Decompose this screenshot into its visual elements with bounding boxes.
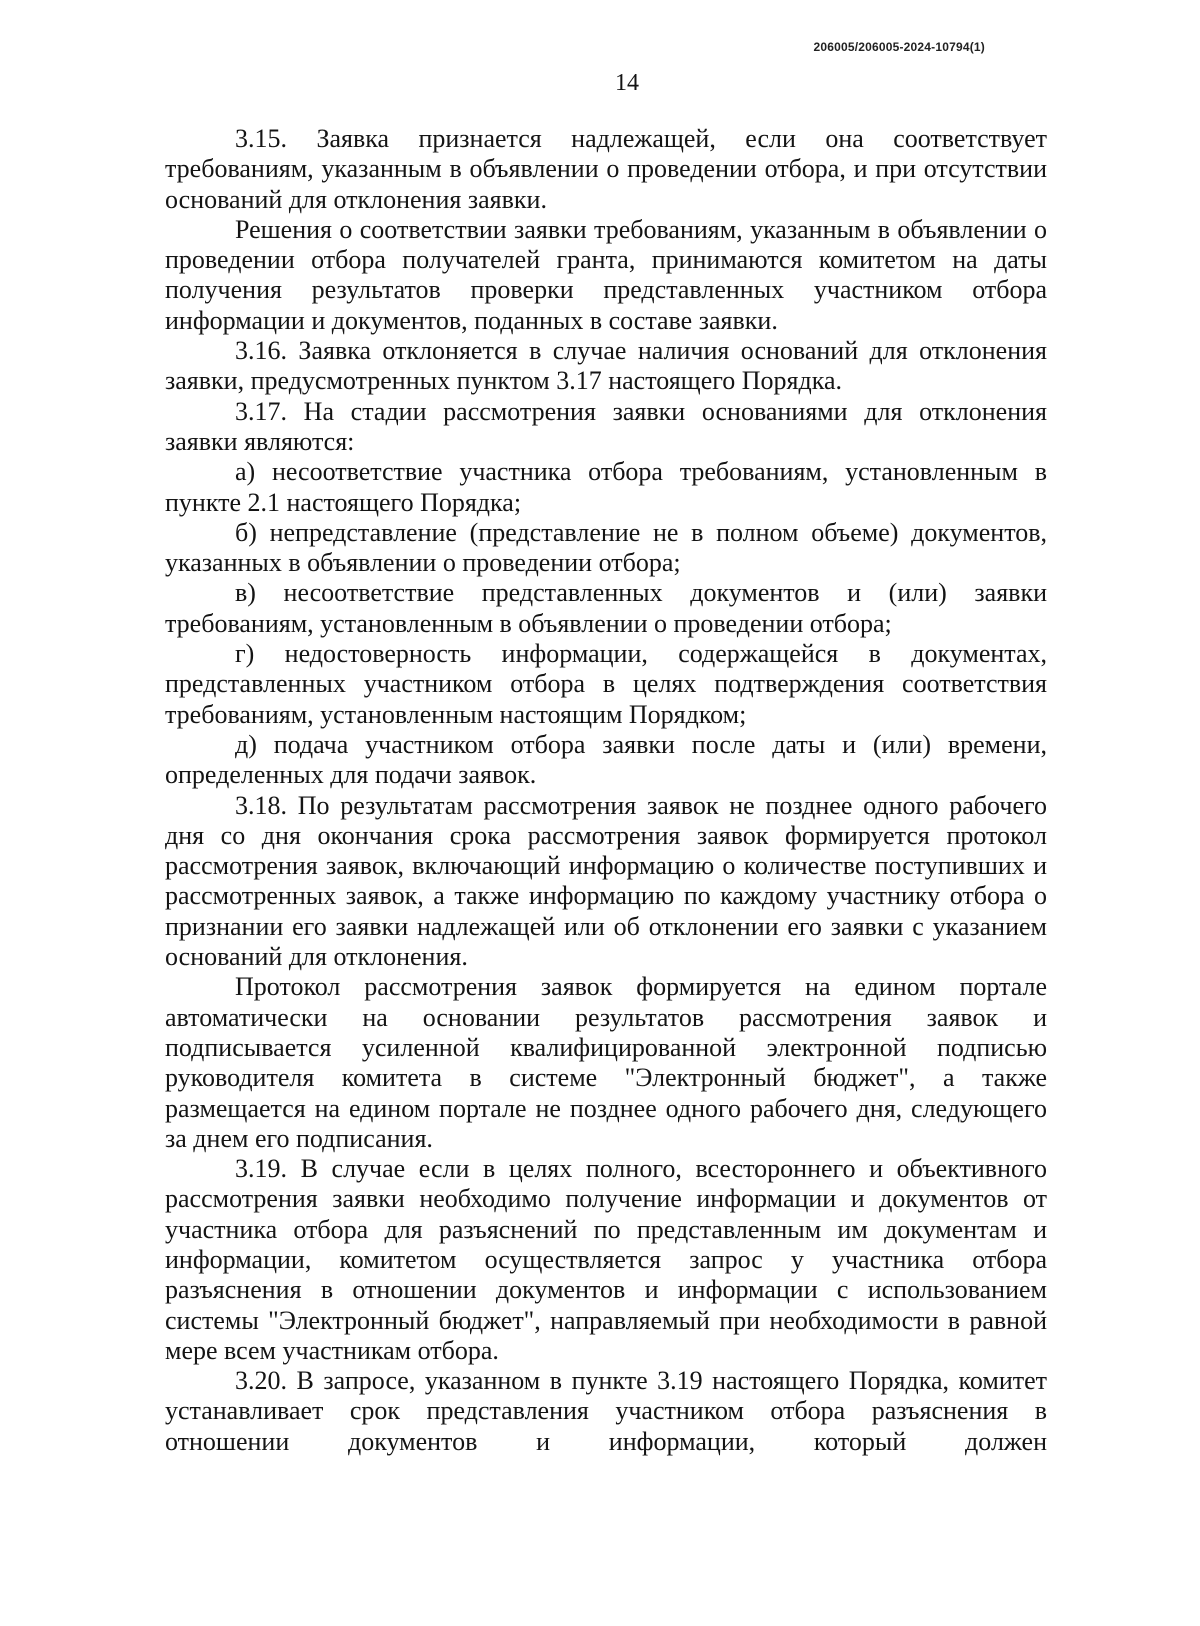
paragraph-3-19: 3.19. В случае если в целях полного, всестороннего и объективного рассмотрения заявки необходимо получение информации и документов от участника отбора для разъяснений по представленным им документам и информации, комитетом осуществляется запрос у участника отбора разъяснения в отношении документов и информации с использованием системы "Электронный бюджет", направляемый при необходимости в равной мере всем участникам отбора. xyxy=(165,1154,1047,1365)
paragraph-3-16: 3.16. Заявка отклоняется в случае наличия оснований для отклонения заявки, предусмотренных пунктом 3.17 настоящего Порядка. xyxy=(165,336,1047,396)
list-item-v: в) несоответствие представленных документов и (или) заявки требованиям, установленным в объявлении о проведении отбора; xyxy=(165,578,1047,638)
paragraph-3-15-decisions: Решения о соответствии заявки требованиям, указанным в объявлении о проведении отбора получателей гранта, принимаются комитетом на даты получения результатов проверки представленных участником отбора информации и документов, поданных в составе заявки. xyxy=(165,214,1047,335)
paragraph-3-18: 3.18. По результатам рассмотрения заявок не позднее одного рабочего дня со дня окончания срока рассмотрения заявок формируется протокол рассмотрения заявок, включающий информацию о количестве поступивших и рассмотренных заявок, а также информацию по каждому участнику отбора о признании его заявки надлежащей или об отклонении его заявки с указанием оснований для отклонения. xyxy=(165,790,1047,972)
body-text xyxy=(165,124,1047,1457)
list-item-g: г) недостоверность информации, содержащейся в документах, представленных участником отбора в целях подтверждения соответствия требованиям, установленным настоящим Порядком; xyxy=(165,639,1047,729)
list-item-a: а) несоответствие участника отбора требованиям, установленным в пункте 2.1 настоящего Порядка; xyxy=(165,457,1047,517)
page-number: 14 xyxy=(615,70,639,96)
paragraph-3-20: 3.20. В запросе, указанном в пункте 3.19 настоящего Порядка, комитет устанавливает срок представления участником отбора разъяснения в отношении документов и информации, который должен xyxy=(165,1366,1047,1456)
registration-number: 206005/206005-2024-10794(1) xyxy=(813,40,985,54)
list-item-d: д) подача участником отбора заявки после даты и (или) времени, определенных для подачи заявок. xyxy=(165,729,1047,790)
paragraph-3-17: 3.17. На стадии рассмотрения заявки основаниями для отклонения заявки являются: xyxy=(165,396,1047,456)
list-item-b: б) непредставление (представление не в полном объеме) документов, указанных в объявлении о проведении отбора; xyxy=(165,517,1047,578)
paragraph-3-15: 3.15. Заявка признается надлежащей, если она соответствует требованиям, указанным в объявлении о проведении отбора, и при отсутствии оснований для отклонения заявки. xyxy=(165,124,1047,214)
paragraph-protocol: Протокол рассмотрения заявок формируется на едином портале автоматически на основании результатов рассмотрения заявок и подписывается усиленной квалифицированной электронной подписью руководителя комитета в системе "Электронный бюджет", а также размещается на едином портале не позднее одного рабочего дня, следующего за днем его подписания. xyxy=(165,972,1047,1153)
